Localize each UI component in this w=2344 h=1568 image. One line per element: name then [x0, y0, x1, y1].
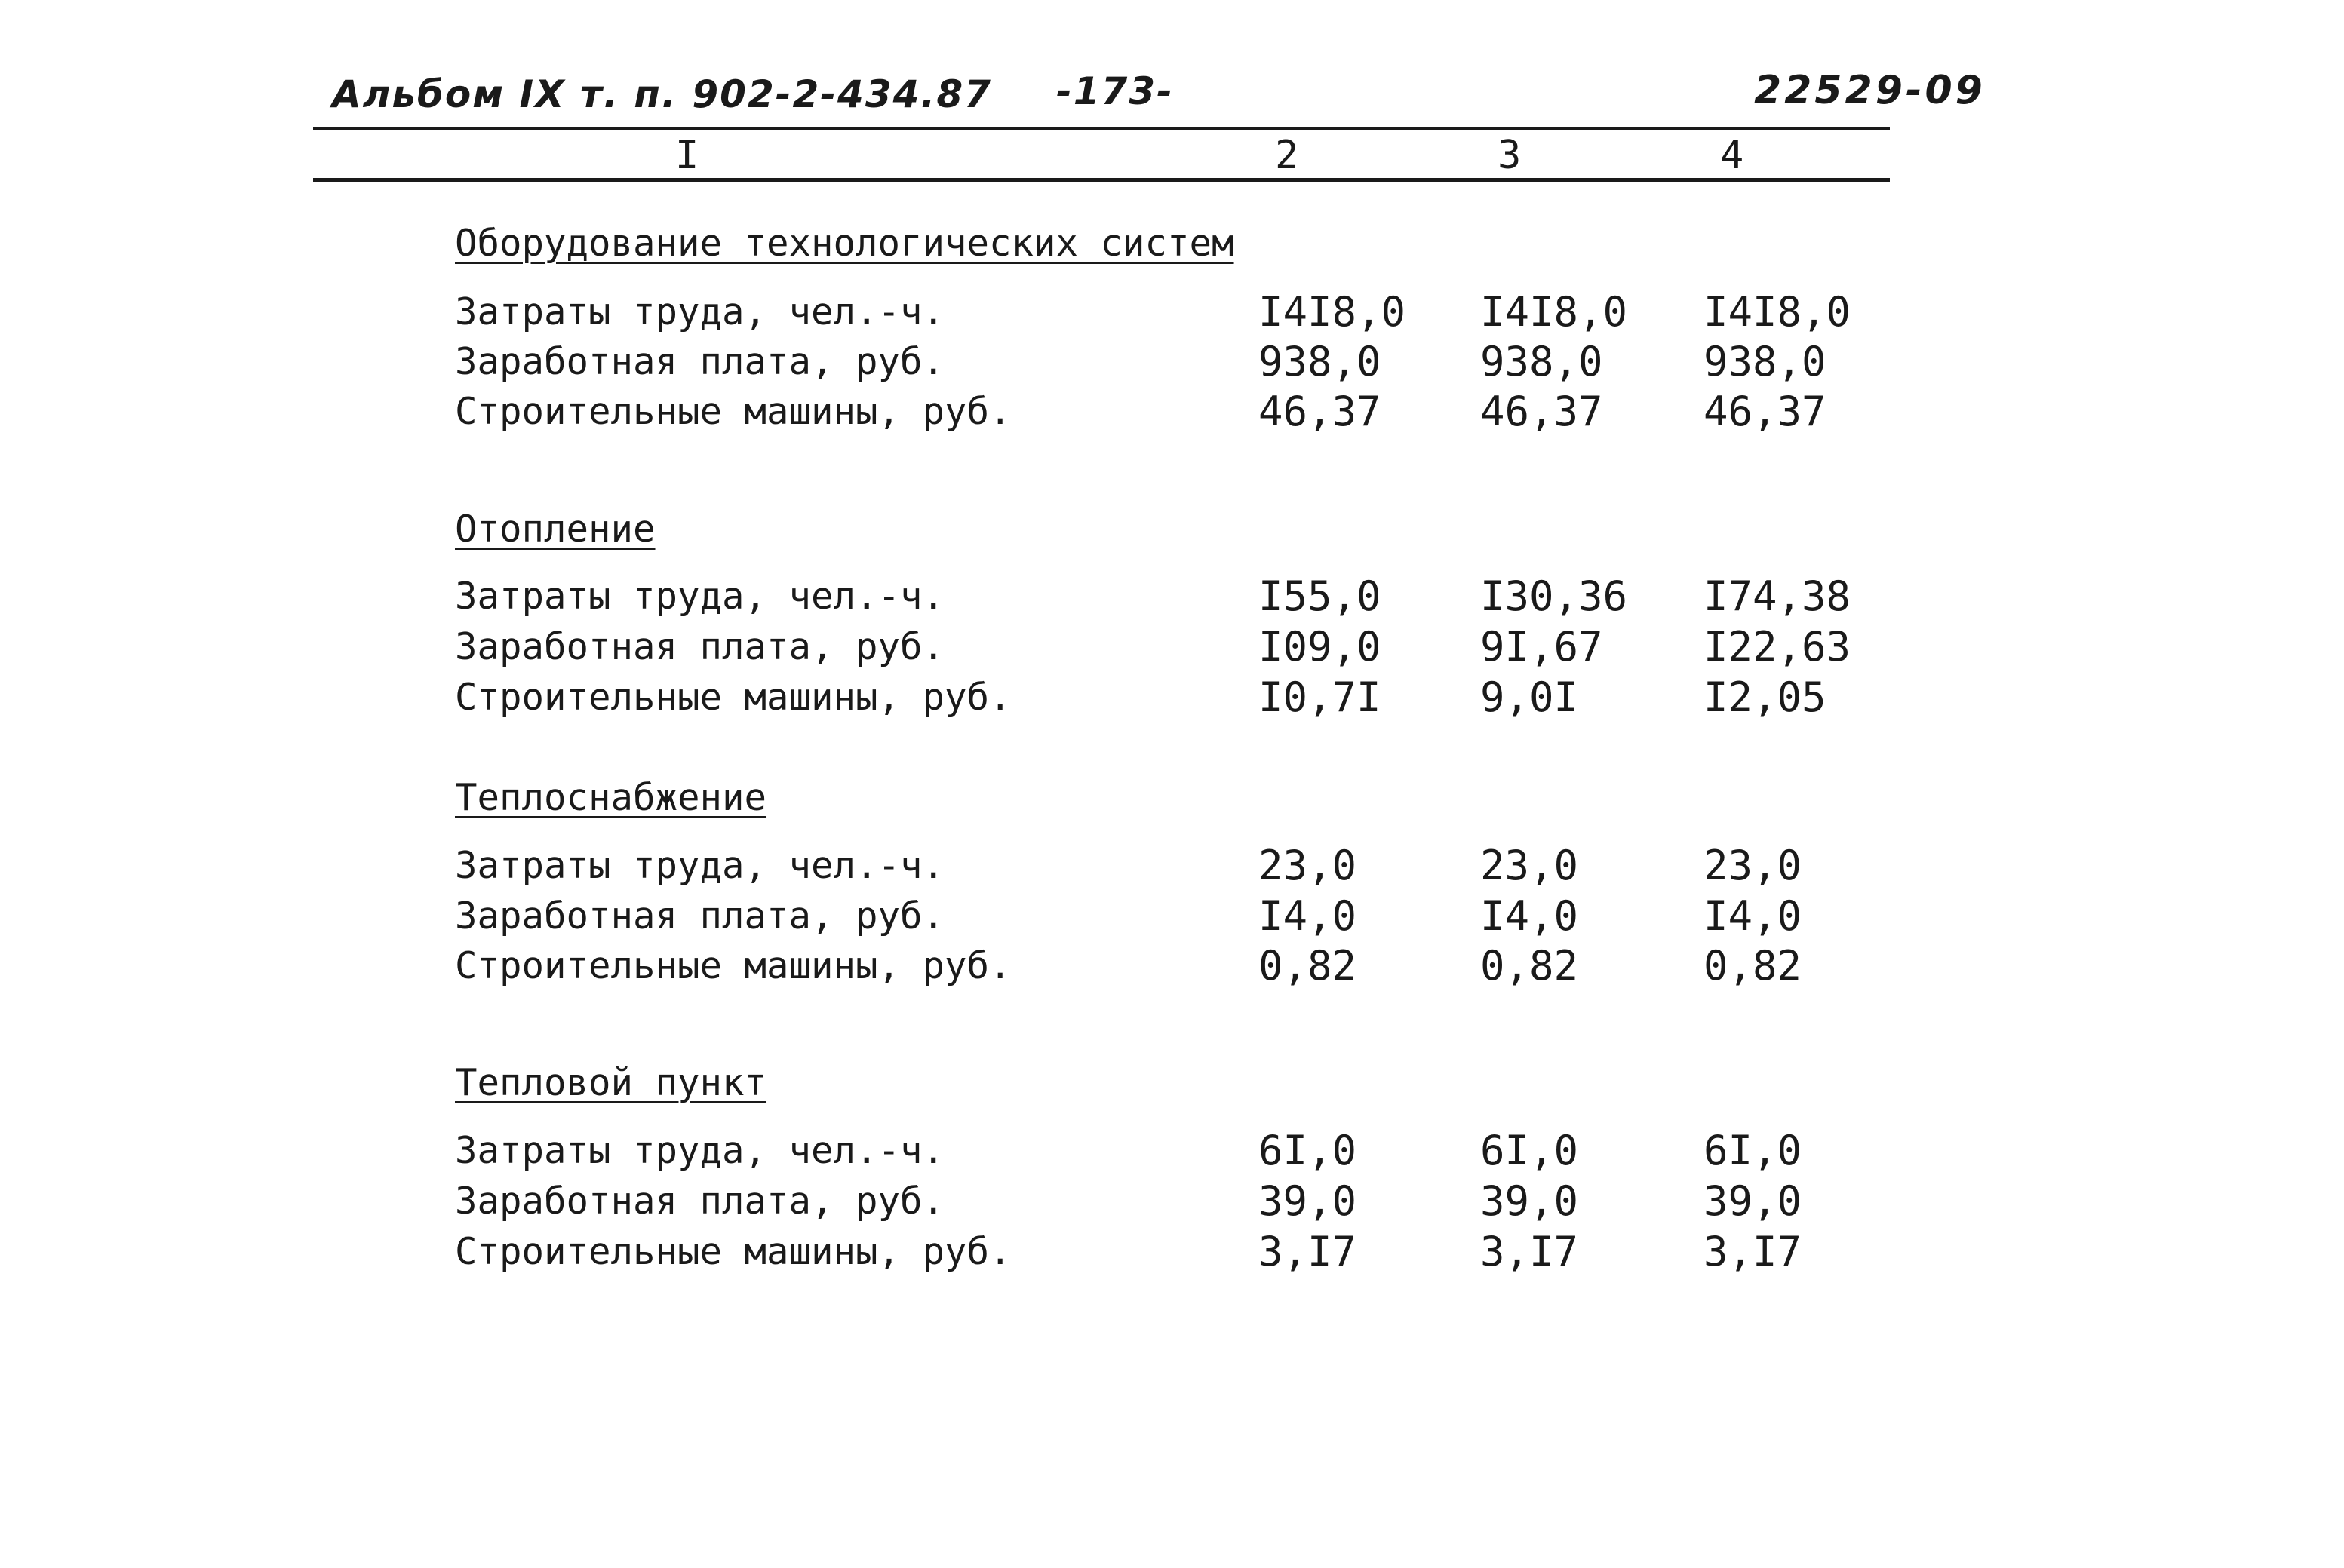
table-row — [0, 891, 2344, 941]
cell-col3: 39,0 — [1480, 1177, 1579, 1225]
cell-col2: 3,I7 — [1258, 1228, 1357, 1275]
document-code: 22529-09 — [1754, 68, 1986, 113]
cell-col4: 46,37 — [1703, 388, 1826, 435]
cell-col2: I09,0 — [1258, 623, 1381, 670]
table-row — [0, 673, 2344, 723]
table-top-rule — [313, 127, 1890, 130]
cell-col4: 3,I7 — [1703, 1228, 1802, 1275]
cell-col2: 6I,0 — [1258, 1127, 1357, 1174]
row-label: Затраты труда, чел.-ч. — [455, 290, 945, 333]
table-row — [0, 1177, 2344, 1226]
table-row — [0, 287, 2344, 337]
column-header-3: 3 — [1498, 133, 1522, 178]
row-label: Заработная плата, руб. — [455, 340, 945, 383]
table-row — [0, 941, 2344, 991]
row-label: Строительные машины, руб. — [455, 676, 1012, 719]
cell-col2: I55,0 — [1258, 572, 1381, 620]
cell-col4: 938,0 — [1703, 338, 1826, 385]
cell-col4: I2,05 — [1703, 674, 1826, 721]
cell-col4: I74,38 — [1703, 572, 1851, 620]
cell-col3: 23,0 — [1480, 842, 1579, 889]
cell-col4: 23,0 — [1703, 842, 1802, 889]
cell-col2: 938,0 — [1258, 338, 1381, 385]
page-number: -173- — [1056, 69, 1174, 113]
cell-col2: 0,82 — [1258, 942, 1357, 990]
column-header-2: 2 — [1275, 133, 1299, 178]
cell-col2: I0,7I — [1258, 674, 1381, 721]
column-header-1: I — [675, 133, 699, 178]
cell-col4: I4,0 — [1703, 892, 1802, 940]
cell-col3: I30,36 — [1480, 572, 1628, 620]
row-label: Строительные машины, руб. — [455, 1230, 1012, 1273]
section-title-heat-supply: Теплоснабжение — [455, 776, 767, 819]
cell-col2: 23,0 — [1258, 842, 1357, 889]
cell-col3: 46,37 — [1480, 388, 1603, 435]
row-label: Затраты труда, чел.-ч. — [455, 575, 945, 618]
section-title-heat-point: Тепловой пункт — [455, 1061, 767, 1104]
column-header-4: 4 — [1720, 133, 1744, 178]
cell-col4: I4I8,0 — [1703, 288, 1851, 336]
album-reference: Альбом IX т. п. 902-2-434.87 — [332, 72, 992, 116]
cell-col4: I22,63 — [1703, 623, 1851, 670]
cell-col2: 46,37 — [1258, 388, 1381, 435]
table-header-rule — [313, 178, 1890, 182]
row-label: Строительные машины, руб. — [455, 390, 1012, 433]
cell-col3: 6I,0 — [1480, 1127, 1579, 1174]
cell-col4: 6I,0 — [1703, 1127, 1802, 1174]
cell-col3: 0,82 — [1480, 942, 1579, 990]
cell-col2: 39,0 — [1258, 1177, 1357, 1225]
cell-col4: 39,0 — [1703, 1177, 1802, 1225]
cell-col3: 938,0 — [1480, 338, 1603, 385]
row-label: Заработная плата, руб. — [455, 1180, 945, 1223]
table-row — [0, 1126, 2344, 1176]
row-label: Заработная плата, руб. — [455, 625, 945, 668]
cell-col3: I4,0 — [1480, 892, 1579, 940]
row-label: Затраты труда, чел.-ч. — [455, 1129, 945, 1172]
cell-col3: 9I,67 — [1480, 623, 1603, 670]
table-row — [0, 572, 2344, 621]
section-title-equipment: Оборудование технологических систем — [455, 222, 1234, 265]
cell-col3: 3,I7 — [1480, 1228, 1579, 1275]
table-row — [0, 841, 2344, 891]
table-row — [0, 337, 2344, 387]
row-label: Строительные машины, руб. — [455, 944, 1012, 987]
section-title-heating: Отопление — [455, 508, 656, 551]
cell-col2: I4,0 — [1258, 892, 1357, 940]
cell-col3: I4I8,0 — [1480, 288, 1628, 336]
cell-col4: 0,82 — [1703, 942, 1802, 990]
cell-col3: 9,0I — [1480, 674, 1579, 721]
table-row — [0, 622, 2344, 672]
table-row — [0, 1227, 2344, 1277]
row-label: Заработная плата, руб. — [455, 894, 945, 937]
table-row — [0, 387, 2344, 437]
cell-col2: I4I8,0 — [1258, 288, 1406, 336]
row-label: Затраты труда, чел.-ч. — [455, 844, 945, 887]
